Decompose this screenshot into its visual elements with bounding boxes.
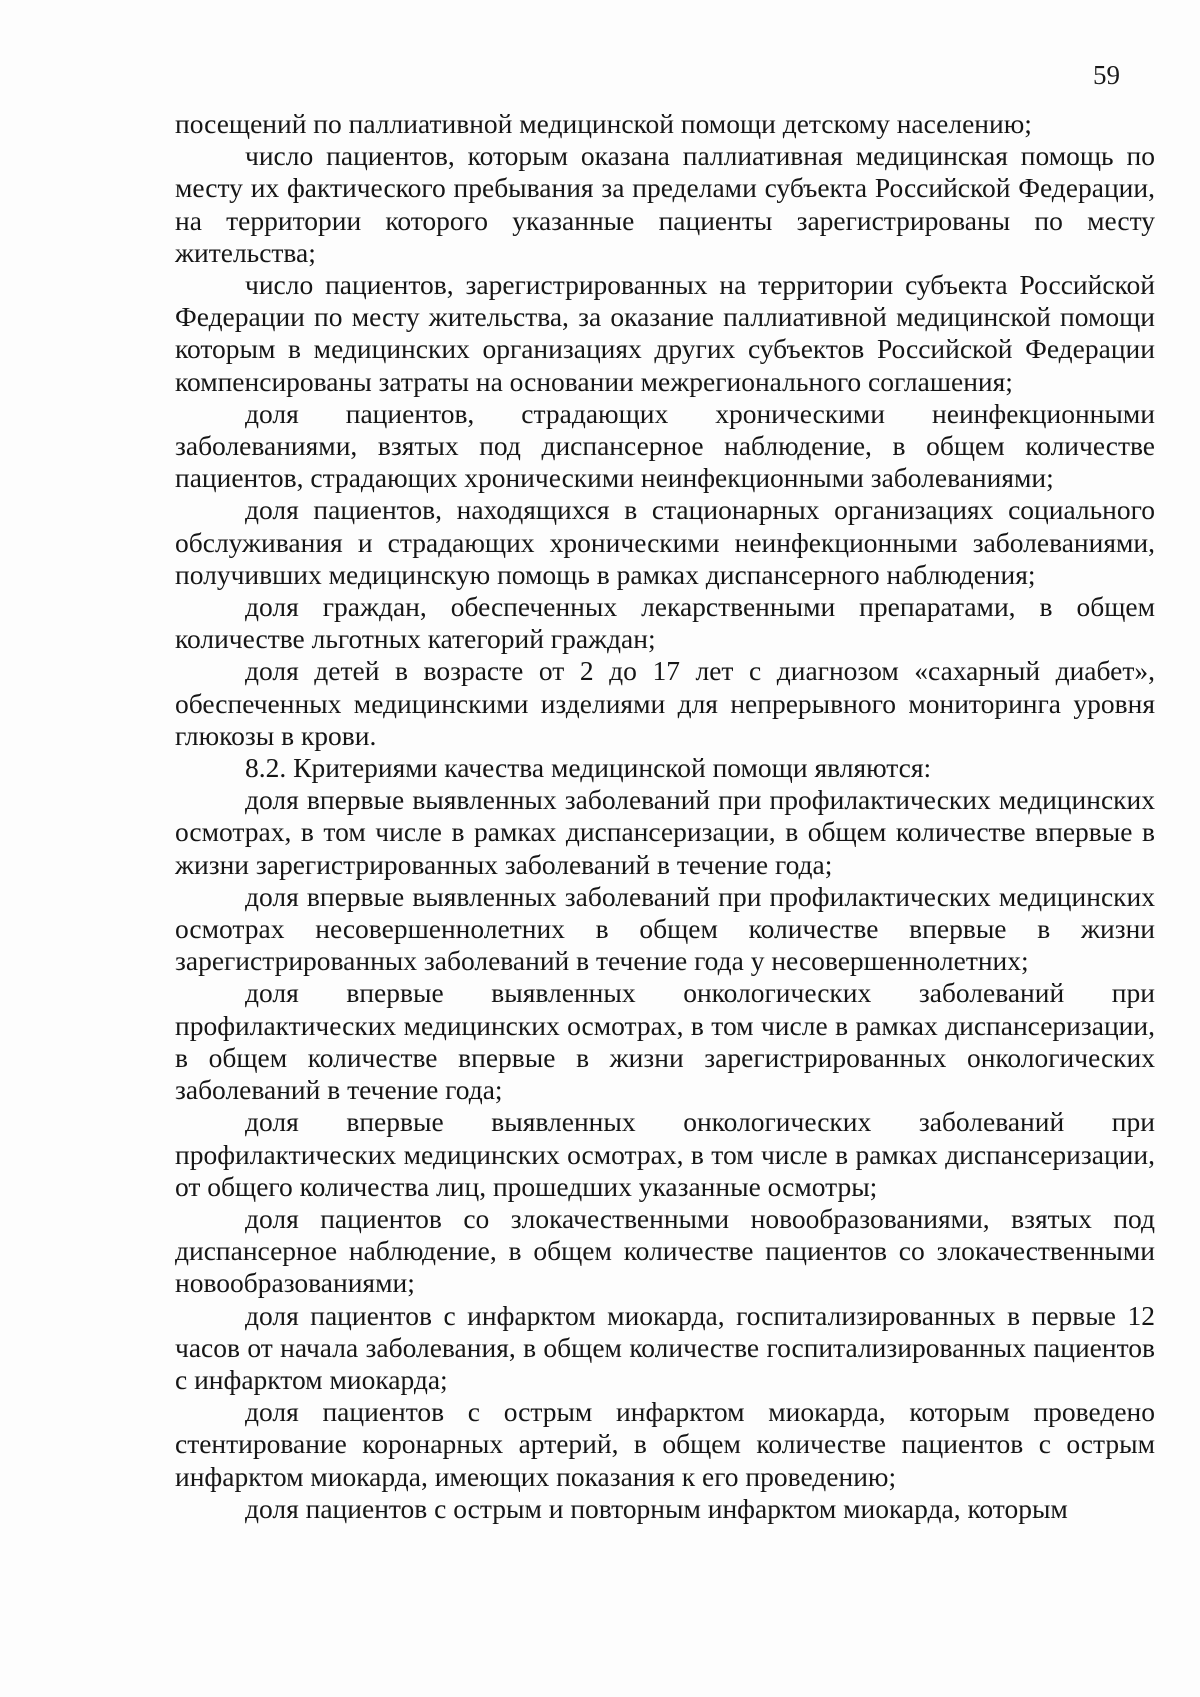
paragraph: доля пациентов с инфарктом миокарда, госпитализированных в первые 12 часов от начала заболевания, в общем количестве госпитализированных пациентов с инфарктом миокарда; — [175, 1299, 1155, 1395]
paragraph: доля впервые выявленных онкологических заболеваний при профилактических медицинских осмотрах, в том числе в рамках диспансеризации, от общего количества лиц, прошедших указанные осмотры; — [175, 1106, 1155, 1202]
section-heading-8-2: 8.2. Критериями качества медицинской помощи являются: — [245, 752, 932, 784]
paragraph: доля впервые выявленных заболеваний при профилактических медицинских осмотрах, в том числе в рамках диспансеризации, в общем количестве впервые в жизни зарегистрированных заболеваний в течение года; — [175, 784, 1155, 880]
page-number: 59 — [1093, 60, 1120, 90]
paragraph: доля пациентов с острым и повторным инфарктом миокарда, которым — [245, 1492, 1068, 1524]
paragraph: доля пациентов со злокачественными новообразованиями, взятых под диспансерное наблюдение, в общем количестве пациентов со злокачественными новообразованиями; — [175, 1202, 1155, 1299]
paragraph: доля впервые выявленных онкологических заболеваний при профилактических медицинских осмотрах, в том числе в рамках диспансеризации, в общем количестве впервые в жизни зарегистрированных онкологических заболеваний в течение года; — [175, 977, 1155, 1106]
paragraph: доля граждан, обеспеченных лекарственными препаратами, в общем количестве льготных категорий граждан; — [175, 591, 1155, 655]
paragraph: доля пациентов, находящихся в стационарных организациях социального обслуживания и страдающих хроническими неинфекционными заболеваниями, получивших медицинскую помощь в рамках диспансерного наблюдения; — [175, 494, 1155, 590]
paragraph: доля впервые выявленных заболеваний при профилактических медицинских осмотрах несовершеннолетних в общем количестве впервые в жизни зарегистрированных заболеваний в течение года у несовершеннолетних; — [175, 880, 1155, 977]
paragraph: доля пациентов, страдающих хроническими неинфекционными заболеваниями, взятых под диспансерное наблюдение, в общем количестве пациентов, страдающих хроническими неинфекционными заболеваниями; — [175, 397, 1155, 494]
paragraph: посещений по паллиативной медицинской помощи детскому населению; — [175, 108, 1032, 139]
body-text — [175, 108, 1155, 1525]
paragraph: число пациентов, зарегистрированных на территории субъекта Российской Федерации по месту жительства, за оказание паллиативной медицинской помощи которым в медицинских организациях других субъектов Российской Федерации компенсированы затраты на основании межрегионального соглашения; — [175, 269, 1155, 397]
paragraph: доля детей в возрасте от 2 до 17 лет с диагнозом «сахарный диабет», обеспеченных медицинскими изделиями для непрерывного мониторинга уровня глюкозы в крови. — [175, 655, 1155, 751]
paragraph: доля пациентов с острым инфарктом миокарда, которым проведено стентирование коронарных артерий, в общем количестве пациентов с острым инфарктом миокарда, имеющих показания к его проведению; — [175, 1396, 1155, 1492]
paragraph: число пациентов, которым оказана паллиативная медицинская помощь по месту их фактического пребывания за пределами субъекта Российской Федерации, на территории которого указанные пациенты зарегистрированы по месту жительства; — [175, 140, 1155, 268]
